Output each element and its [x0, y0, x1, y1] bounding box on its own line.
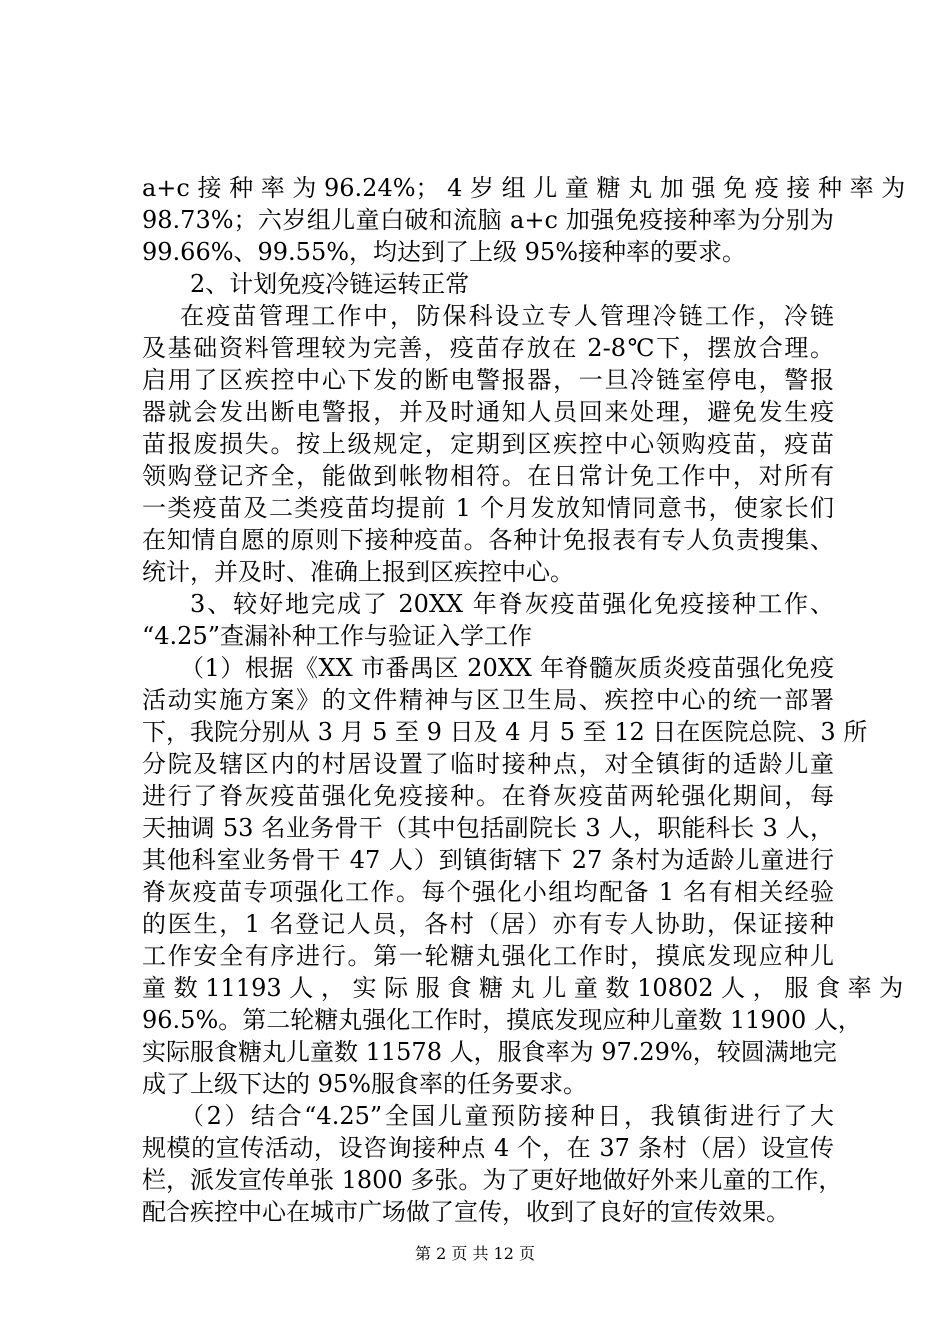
body-line: 活动实施方案》的文件精神与区卫生局、疾控中心的统一部署 [142, 686, 834, 714]
body-line: 天抽调 53 名业务骨干（其中包括副院长 3 人，职能科长 3 人， [142, 814, 834, 842]
body-line: 实际服食糖丸儿童数 11578 人，服食率为 97.29%，较圆满地完 [142, 1038, 837, 1066]
section-heading: “4.25”查漏补种工作与验证入学工作 [142, 622, 532, 650]
body-line: （2）结合“4.25”全国儿童预防接种日，我镇街进行了大 [180, 1102, 834, 1130]
page-number-footer: 第 2 页 共 12 页 [415, 1244, 535, 1263]
body-line: a+c 接 种 率 为 96.24%； 4 岁 组 儿 童 糖 丸 加 强 免 疫 接 种 率 为 [142, 174, 906, 202]
body-line: 启用了区疾控中心下发的断电警报器，一旦冷链室停电，警报 [142, 366, 834, 394]
body-line: 一类疫苗及二类疫苗均提前 1 个月发放知情同意书，使家长们 [142, 494, 834, 522]
body-line: （1）根据《XX 市番禺区 20XX 年脊髓灰质炎疫苗强化免疫 [180, 654, 834, 682]
document-body [142, 172, 906, 1228]
body-line: 及基础资料管理较为完善，疫苗存放在 2-8℃下，摆放合理。 [142, 334, 834, 362]
body-line: 96.5%。第二轮糖丸强化工作时，摸底发现应种儿童数 11900 人， [142, 1006, 862, 1034]
body-line: 成了上级下达的 95%服食率的任务要求。 [142, 1070, 587, 1098]
body-line: 98.73%；六岁组儿童白破和流脑 a+c 加强免疫接种率为分别为 [142, 206, 834, 234]
body-line: 统计，并及时、准确上报到区疾控中心。 [142, 558, 574, 586]
body-line: 下，我院分别从 3 月 5 至 9 日及 4 月 5 至 12 日在医院总院、3 所 [142, 718, 868, 746]
body-line: 苗报废损失。按上级规定，定期到区疾控中心领购疫苗，疫苗 [142, 430, 834, 458]
body-line: 童 数 11193 人 ， 实 际 服 食 糖 丸 儿 童 数 10802 人 ， 服 食 率 为 [142, 974, 904, 1002]
section-heading: 3、较好地完成了 20XX 年脊灰疫苗强化免疫接种工作、 [190, 590, 834, 618]
body-line: 在知情自愿的原则下接种疫苗。各种计免报表有专人负责搜集、 [142, 526, 834, 554]
body-line: 的医生，1 名登记人员，各村（居）亦有专人协助，保证接种 [142, 910, 834, 938]
body-line: 进行了脊灰疫苗强化免疫接种。在脊灰疫苗两轮强化期间，每 [142, 782, 834, 810]
body-line: 工作安全有序进行。第一轮糖丸强化工作时，摸底发现应种儿 [142, 942, 834, 970]
body-line: 脊灰疫苗专项强化工作。每个强化小组均配备 1 名有相关经验 [142, 878, 834, 906]
body-line: 99.66%、99.55%，均达到了上级 95%接种率的要求。 [142, 238, 746, 266]
body-line: 领购登记齐全，能做到帐物相符。在日常计免工作中，对所有 [142, 462, 834, 490]
body-line: 其他科室业务骨干 47 人）到镇街辖下 27 条村为适龄儿童进行 [142, 846, 834, 874]
body-line: 在疫苗管理工作中，防保科设立专人管理冷链工作，冷链 [180, 302, 834, 330]
section-heading: 2、计划免疫冷链运转正常 [190, 270, 470, 298]
body-line: 配合疾控中心在城市广场做了宣传，收到了良好的宣传效果。 [142, 1198, 790, 1226]
body-line: 分院及辖区内的村居设置了临时接种点，对全镇街的适龄儿童 [142, 750, 834, 778]
body-line: 栏，派发宣传单张 1800 多张。为了更好地做好外来儿童的工作， [142, 1166, 843, 1194]
body-line: 规模的宣传活动，设咨询接种点 4 个，在 37 条村（居）设宣传 [142, 1134, 834, 1162]
body-line: 器就会发出断电警报，并及时通知人员回来处理，避免发生疫 [142, 398, 834, 426]
